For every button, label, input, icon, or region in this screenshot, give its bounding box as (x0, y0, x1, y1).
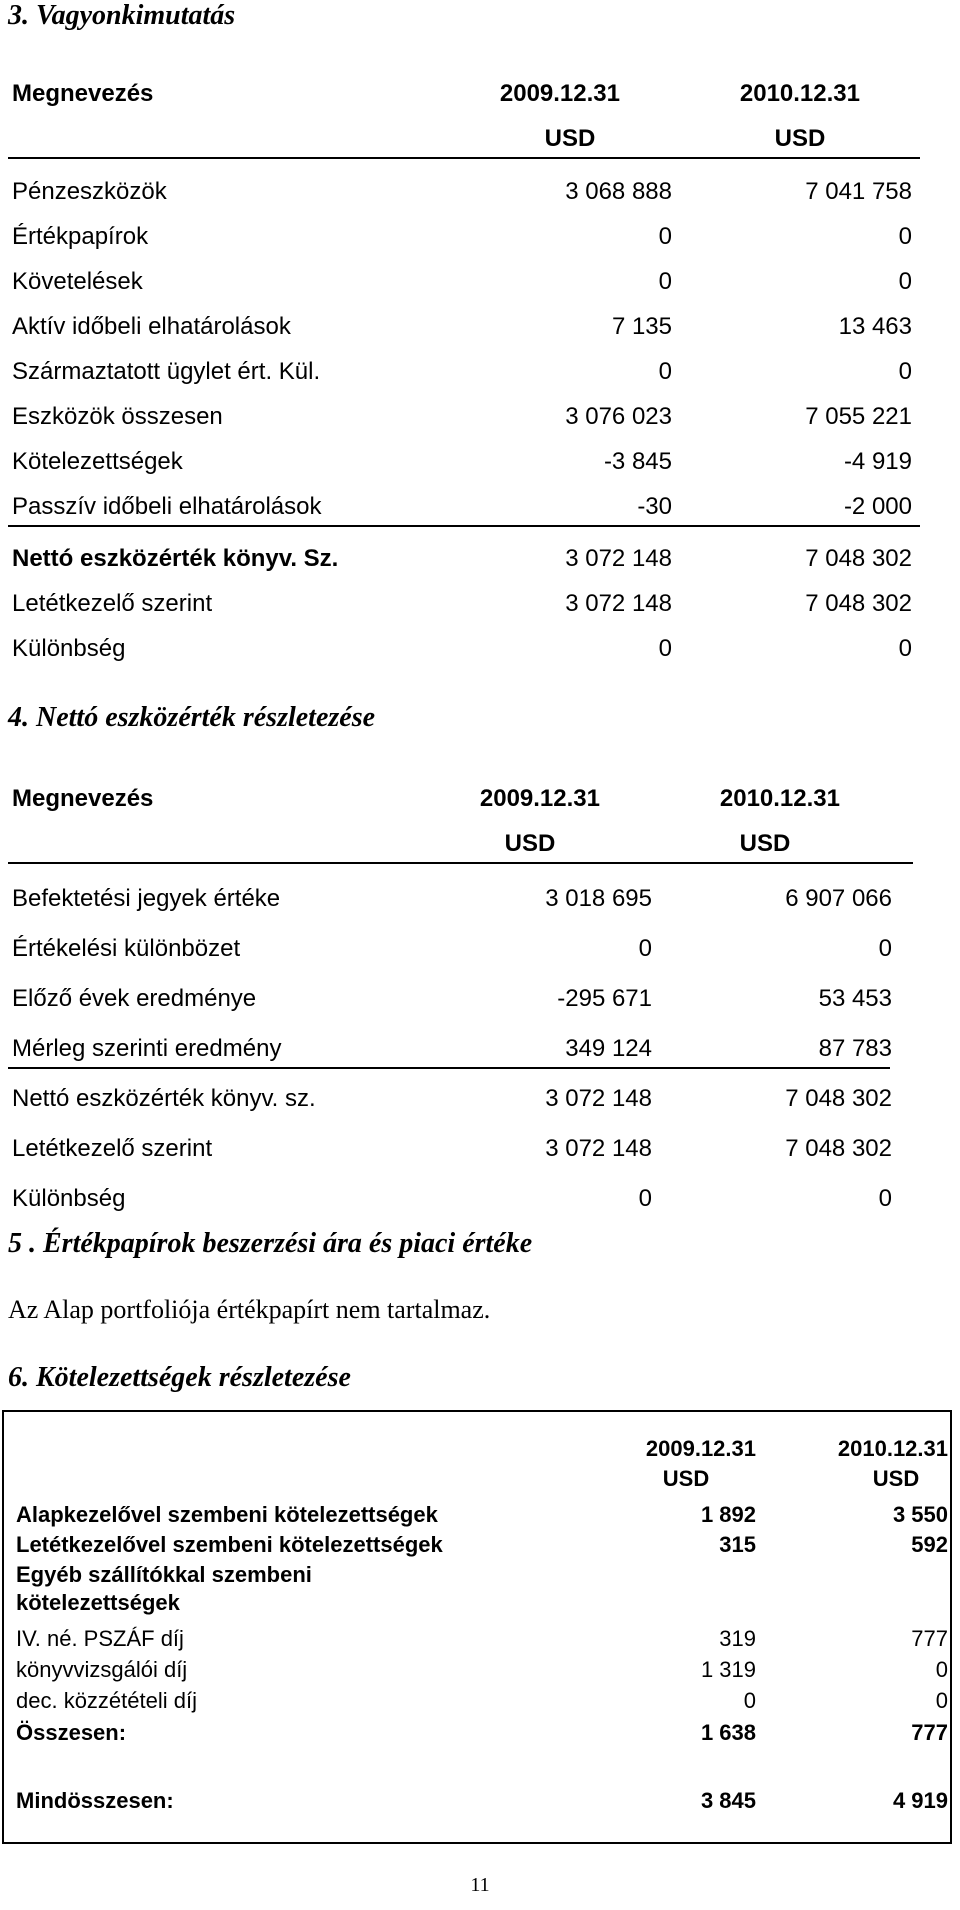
section-3-title: 3. Vagyonkimutatás (8, 0, 236, 31)
row-label: Alapkezelővel szembeni kötelezettségek (16, 1502, 438, 1527)
row-label: Letétkezelő szerint (12, 1135, 213, 1162)
row-value-2009: -3 845 (603, 448, 672, 475)
page-number: 11 (470, 1874, 490, 1896)
row-value-2009: 0 (638, 935, 652, 962)
liabilities-table (2, 1410, 952, 1844)
row-label: dec. közzétételi díj (16, 1688, 197, 1713)
row-value-2010: -4 919 (843, 448, 912, 475)
row-value-2009: 3 076 023 (565, 403, 672, 430)
row-value-2010: 53 453 (818, 985, 892, 1012)
row-label: Összesen: (16, 1720, 127, 1745)
t3-header-col1: 2009.12.31 (645, 1436, 756, 1461)
row-value-2010: -2 000 (843, 493, 912, 520)
section-5-title: 5 . Értékpapírok beszerzési ára és piaci értéke (8, 1228, 533, 1259)
row-value-2010: 0 (878, 935, 892, 962)
t2-total-rule (8, 1067, 890, 1069)
row-label: Mérleg szerinti eredmény (12, 1035, 282, 1062)
row-label: Mindösszesen: (16, 1788, 174, 1813)
row-label: Egyéb szállítókkal szembeni (16, 1562, 312, 1587)
t2-header-unit2: USD (739, 830, 791, 857)
row-label: Befektetési jegyek értéke (12, 885, 281, 912)
table-row (16, 1657, 946, 1687)
row-value-2009: 3 072 148 (565, 545, 672, 572)
row-value-2009: 0 (743, 1688, 756, 1713)
row-value-2009: 319 (719, 1626, 756, 1651)
t3-header-dates (16, 1436, 946, 1466)
table-row (16, 1590, 946, 1620)
row-label: Nettó eszközérték könyv. sz. (12, 1085, 316, 1112)
row-value-2009: 1 892 (700, 1502, 756, 1527)
section-4-title: 4. Nettó eszközérték részletezése (8, 702, 376, 733)
row-label: Passzív időbeli elhatárolások (12, 493, 322, 520)
row-label: Követelések (12, 268, 143, 295)
row-value-2009: 0 (638, 1185, 652, 1212)
t2-header-col2: 2010.12.31 (719, 785, 840, 812)
row-value-2009: 7 135 (611, 313, 672, 340)
t1-header-name: Megnevezés (12, 80, 154, 107)
table-row (16, 1502, 946, 1532)
row-value-2010: 0 (935, 1688, 948, 1713)
table-row (16, 1788, 946, 1818)
row-label: Letétkezelővel szembeni kötelezettségek (16, 1532, 443, 1557)
row-value-2010: 7 048 302 (785, 1085, 892, 1112)
row-value-2009: 3 072 148 (545, 1085, 652, 1112)
t1-header-col2: 2010.12.31 (739, 80, 860, 107)
row-value-2009: 349 124 (565, 1035, 652, 1062)
row-label: Pénzeszközök (12, 178, 167, 205)
row-value-2010: 87 783 (818, 1035, 892, 1062)
row-value-2009: 0 (658, 268, 672, 295)
t1-header-unit1: USD (544, 125, 596, 152)
row-value-2009: 315 (719, 1532, 756, 1557)
t2-header-name: Megnevezés (12, 785, 154, 812)
row-value-2009: 3 072 148 (545, 1135, 652, 1162)
section-5-text: Az Alap portfoliója értékpapírt nem tartalmaz. (8, 1295, 491, 1324)
row-value-2010: 777 (911, 1626, 948, 1651)
t3-header-units (16, 1466, 946, 1496)
row-value-2010: 13 463 (838, 313, 912, 340)
row-value-2009: 3 845 (700, 1788, 756, 1813)
row-value-2009: -30 (637, 493, 672, 520)
table-row (16, 1532, 946, 1562)
row-value-2009: 0 (658, 358, 672, 385)
row-value-2010: 6 907 066 (785, 885, 892, 912)
row-label: Különbség (12, 635, 126, 662)
t2-header-unit1: USD (504, 830, 556, 857)
row-value-2010: 0 (898, 223, 912, 250)
row-label: Különbség (12, 1185, 126, 1212)
row-value-2009: 0 (658, 635, 672, 662)
row-label: IV. né. PSZÁF díj (16, 1626, 184, 1651)
row-label: Kötelezettségek (12, 448, 183, 475)
t1-header-unit2: USD (774, 125, 826, 152)
table-row (16, 1562, 946, 1592)
row-value-2010: 4 919 (892, 1788, 948, 1813)
row-value-2010: 0 (898, 268, 912, 295)
row-label: kötelezettségek (16, 1590, 180, 1615)
row-label: Eszközök összesen (12, 403, 223, 430)
row-value-2009: 1 638 (700, 1720, 756, 1745)
row-value-2009: 3 072 148 (565, 590, 672, 617)
t2-header-col1: 2009.12.31 (479, 785, 600, 812)
row-label: Előző évek eredménye (12, 985, 257, 1012)
t3-header-unit1: USD (662, 1466, 710, 1491)
row-value-2010: 7 048 302 (785, 1135, 892, 1162)
t3-header-col2: 2010.12.31 (837, 1436, 948, 1461)
t2-header-rule (8, 862, 913, 864)
row-value-2010: 7 055 221 (805, 403, 912, 430)
row-value-2010: 0 (898, 358, 912, 385)
row-label: Értékpapírok (12, 223, 149, 250)
t1-header-col1: 2009.12.31 (499, 80, 620, 107)
row-label: Nettó eszközérték könyv. Sz. (12, 545, 339, 572)
table-row (16, 1688, 946, 1718)
row-value-2010: 0 (935, 1657, 948, 1682)
row-label: könyvvizsgálói díj (16, 1657, 188, 1682)
t3-header-unit2: USD (872, 1466, 920, 1491)
table-row (16, 1626, 946, 1656)
row-label: Aktív időbeli elhatárolások (12, 313, 291, 340)
t1-header-rule (8, 157, 920, 159)
row-label: Származtatott ügylet ért. Kül. (12, 358, 321, 385)
t1-total-rule (8, 525, 920, 527)
row-value-2010: 0 (878, 1185, 892, 1212)
row-value-2009: 3 018 695 (545, 885, 652, 912)
row-value-2010: 7 048 302 (805, 590, 912, 617)
row-label: Letétkezelő szerint (12, 590, 213, 617)
row-value-2009: 3 068 888 (565, 178, 672, 205)
row-value-2010: 0 (898, 635, 912, 662)
row-value-2010: 3 550 (892, 1502, 948, 1527)
row-value-2009: 0 (658, 223, 672, 250)
table-row (16, 1720, 946, 1750)
row-label: Értékelési különbözet (12, 935, 241, 962)
row-value-2010: 592 (911, 1532, 948, 1557)
row-value-2009: 1 319 (700, 1657, 756, 1682)
row-value-2010: 7 048 302 (805, 545, 912, 572)
row-value-2010: 7 041 758 (805, 178, 912, 205)
row-value-2009: -295 671 (557, 985, 652, 1012)
section-6-title: 6. Kötelezettségek részletezése (8, 1362, 351, 1393)
row-value-2010: 777 (911, 1720, 948, 1745)
